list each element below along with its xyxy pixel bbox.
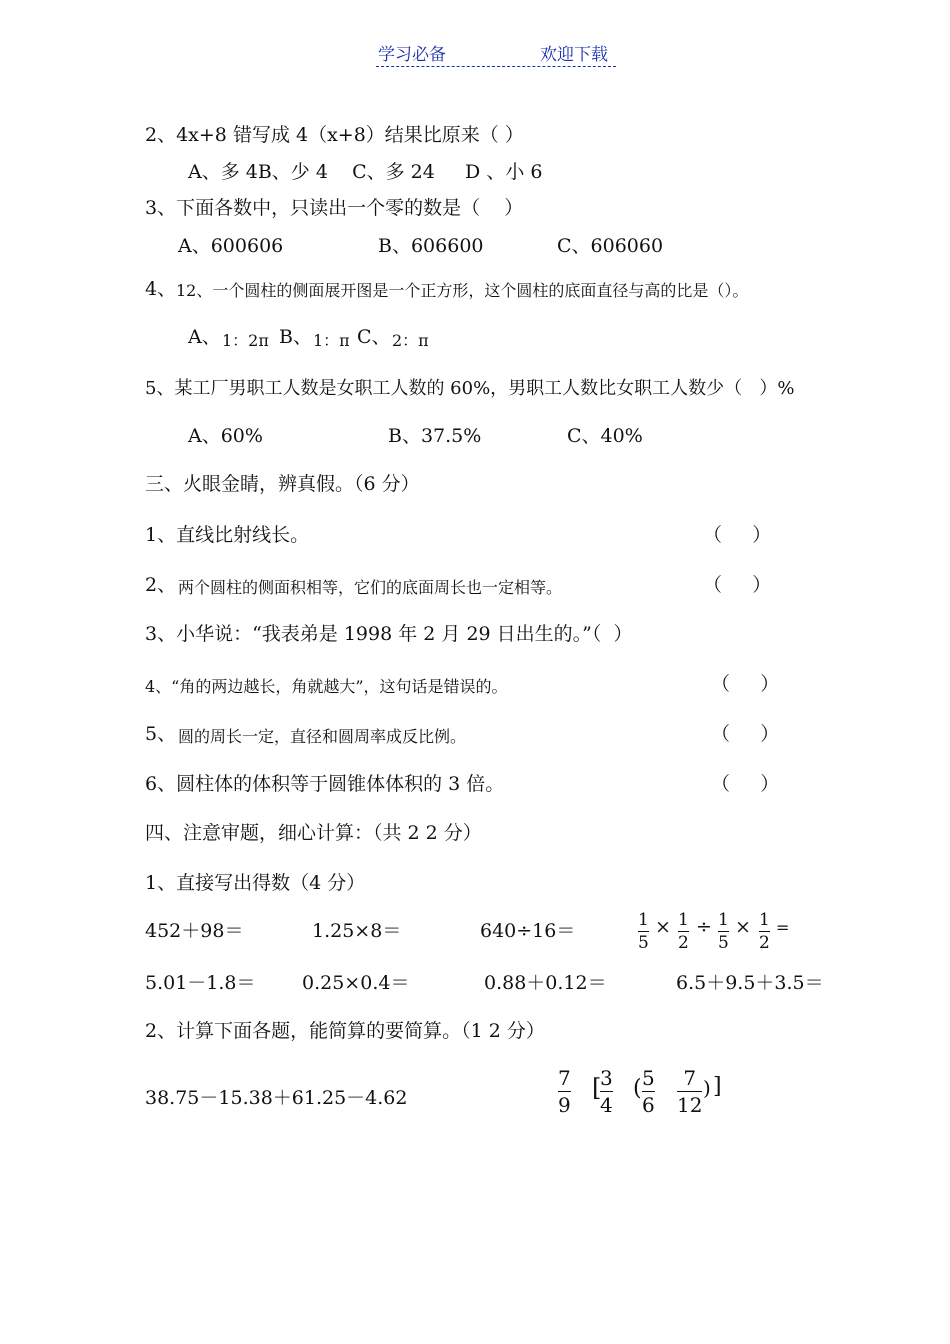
s3-item-6-bracket: （ ） <box>711 773 780 795</box>
fraction-1-denominator: 5 <box>638 933 649 953</box>
s3-item-2-number: 2、 <box>145 574 177 596</box>
calc2-left-paren: ( <box>633 1076 642 1101</box>
s3-item-5-bracket: （ ） <box>711 723 780 745</box>
fraction-3-numerator: 1 <box>718 910 729 930</box>
fraction-3 <box>718 910 729 953</box>
q2-stem: 2、4x+8 错写成 4（x+8）结果比原来（ ） <box>145 124 524 146</box>
q4-option-c-value: 2：π <box>392 331 429 350</box>
page-header <box>376 38 616 67</box>
q3-option-b: B、606600 <box>378 235 484 257</box>
calc-row1-item-1: 452＋98＝ <box>145 920 244 942</box>
calc2-fraction-1-numerator: 7 <box>558 1066 571 1090</box>
q2-options: A、多 4B、少 4 C、多 24 D 、小 6 <box>188 161 543 183</box>
header-right: 欢迎下载 <box>540 45 608 65</box>
s3-item-4-text: 4、“角的两边越长，角就越大”，这句话是错误的。 <box>145 677 508 696</box>
q4-option-c: C、 <box>357 326 391 348</box>
s3-item-1-text: 1、直线比射线长。 <box>145 524 310 546</box>
q3-option-a: A、600606 <box>178 235 284 257</box>
q4-option-b: B、 <box>279 326 312 348</box>
q4-number: 4、 <box>145 278 177 300</box>
calc-row2-item-2: 0.25×0.4＝ <box>302 972 410 994</box>
operator-divide: ÷ <box>696 916 712 938</box>
s3-item-5-text: 圆的周长一定，直径和圆周率成反比例。 <box>178 727 467 746</box>
calc-expression-1: 38.75－15.38＋61.25－4.62 <box>145 1087 408 1109</box>
calc2-left-bracket: [ <box>592 1074 602 1102</box>
s3-item-2-text: 两个圆柱的侧面积相等，它们的底面周长也一定相等。 <box>178 578 563 597</box>
fraction-4 <box>759 910 770 953</box>
calc2-fraction-4-denominator: 12 <box>677 1093 703 1117</box>
fraction-3-denominator: 5 <box>718 933 729 953</box>
calc2-fraction-3 <box>642 1066 655 1117</box>
q4-option-a: A、 <box>188 326 221 348</box>
equals-sign: = <box>776 918 790 937</box>
s3-item-5-number: 5、 <box>145 723 177 745</box>
calc-row2-item-3: 0.88＋0.12＝ <box>484 972 607 994</box>
q4-option-b-value: 1：π <box>313 331 350 350</box>
q5-option-b: B、37.5% <box>388 425 482 447</box>
q5-stem: 5、某工厂男职工人数是女职工人数的 60%，男职工人数比女职工人数少（ ）% <box>145 378 795 399</box>
calc2-fraction-4-numerator: 7 <box>683 1066 697 1090</box>
header-left: 学习必备 <box>378 45 446 65</box>
operator-times-1: × <box>655 916 671 938</box>
q3-option-c: C、606060 <box>557 235 664 257</box>
calc2-fraction-2 <box>600 1066 613 1117</box>
s3-item-4-bracket: （ ） <box>711 673 780 695</box>
calc-row1-item-3: 640÷16＝ <box>480 920 576 942</box>
s3-item-3-text: 3、小华说：“我表弟是 1998 年 2 月 29 日出生的。”（ ） <box>145 623 633 645</box>
calc2-fraction-1 <box>558 1066 571 1117</box>
fraction-2-denominator: 2 <box>678 933 689 953</box>
calc-row2-item-1: 5.01－1.8＝ <box>145 972 256 994</box>
fraction-1 <box>638 910 649 953</box>
q5-option-a: A、60% <box>188 425 263 447</box>
calc2-fraction-3-numerator: 5 <box>642 1066 655 1090</box>
calc2-fraction-4 <box>677 1066 702 1117</box>
section4-title: 四、注意审题，细心计算：（共 2 2 分） <box>145 822 482 844</box>
calc2-fraction-1-denominator: 9 <box>558 1093 571 1117</box>
fraction-1-numerator: 1 <box>638 910 649 930</box>
calc-row1-item-2: 1.25×8＝ <box>312 920 402 942</box>
q4-option-a-value: 1：2π <box>222 331 269 350</box>
q4-stem: 12、一个圆柱的侧面展开图是一个正方形，这个圆柱的底面直径与高的比是（）。 <box>176 281 749 300</box>
fraction-4-denominator: 2 <box>759 933 770 953</box>
calc2-fraction-3-denominator: 6 <box>642 1093 655 1117</box>
operator-times-2: × <box>735 916 751 938</box>
q5-option-c: C、40% <box>567 425 643 447</box>
fraction-4-numerator: 1 <box>759 910 770 930</box>
s3-item-2-bracket: （ ） <box>703 574 772 596</box>
calc2-fraction-2-denominator: 4 <box>600 1093 613 1117</box>
fraction-2-numerator: 1 <box>678 910 689 930</box>
calc2-fraction-2-numerator: 3 <box>600 1066 613 1090</box>
calc-row2-item-4: 6.5＋9.5＋3.5＝ <box>676 972 824 994</box>
section4-sub1: 1、直接写出得数（4 分） <box>145 872 366 894</box>
fraction-2 <box>678 910 689 953</box>
section4-sub2: 2、计算下面各题，能简算的要简算。（1 2 分） <box>145 1020 545 1042</box>
q3-stem: 3、下面各数中，只读出一个零的数是（ ） <box>145 197 524 219</box>
calc2-right-paren: ) <box>703 1076 711 1100</box>
calc2-right-bracket: ] <box>713 1074 722 1099</box>
s3-item-6-text: 6、圆柱体的体积等于圆锥体体积的 3 倍。 <box>145 773 505 795</box>
section3-title: 三、火眼金睛，辨真假。（6 分） <box>145 473 420 495</box>
s3-item-1-bracket: （ ） <box>703 524 772 546</box>
